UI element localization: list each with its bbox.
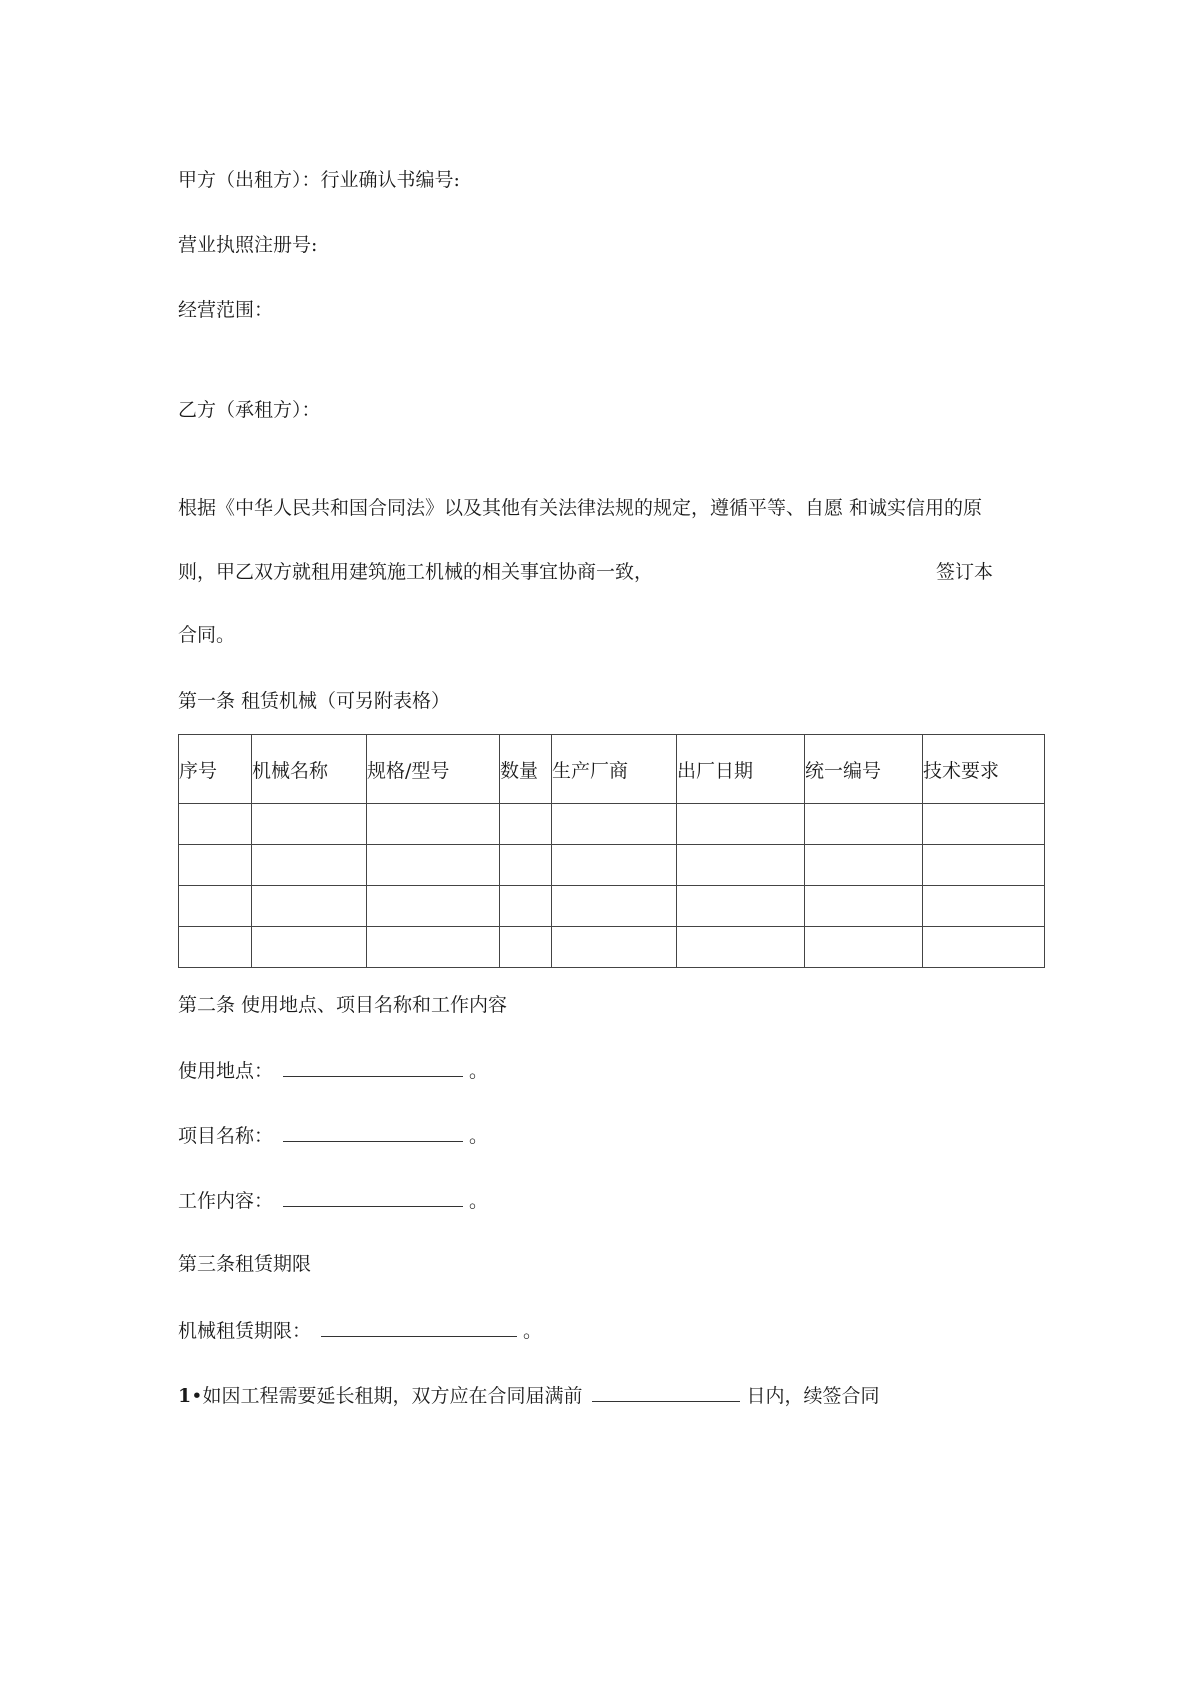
location-period: 。 [469, 1060, 489, 1082]
table-cell [805, 886, 923, 927]
column-header: 生产厂商 [552, 735, 677, 804]
column-header: 统一编号 [805, 735, 923, 804]
party-a-cert-label: 行业确认书编号: [320, 169, 460, 191]
table-row [179, 845, 1045, 886]
table-cell [367, 886, 500, 927]
table-cell [367, 845, 500, 886]
table-cell [252, 886, 367, 927]
license-line [178, 233, 317, 257]
table-cell [923, 927, 1045, 968]
article-1-title [178, 689, 450, 713]
term-label: 机械租赁期限： [178, 1320, 312, 1342]
table-cell [179, 845, 252, 886]
project-label: 项目名称： [178, 1125, 274, 1147]
table-cell [252, 845, 367, 886]
table-cell [923, 804, 1045, 845]
article-2-title-text: 第二条 使用地点、项目名称和工作内容 [178, 994, 508, 1016]
table-cell [179, 927, 252, 968]
column-header: 数量 [500, 735, 552, 804]
table-cell [367, 927, 500, 968]
project-line [178, 1123, 488, 1148]
table-cell [500, 927, 552, 968]
article-3-title [178, 1252, 311, 1276]
column-header: 规格/型号 [367, 735, 500, 804]
table-cell [805, 804, 923, 845]
preamble-text-3: 合同。 [178, 624, 236, 646]
column-header: 机械名称 [252, 735, 367, 804]
party-a-line [178, 168, 460, 192]
preamble-text-2: 则，甲乙双方就租用建筑施工机械的相关事宜协商一致， [178, 561, 654, 583]
table-cell [179, 886, 252, 927]
table-row [179, 927, 1045, 968]
location-label: 使用地点： [178, 1060, 274, 1082]
table-cell [677, 927, 805, 968]
item-1-tail: 日内，续签合同 [746, 1385, 880, 1407]
table-cell [252, 804, 367, 845]
table-cell [805, 845, 923, 886]
table-cell [179, 804, 252, 845]
party-b-label: 乙方（承租方）： [178, 399, 321, 421]
preamble-line-2 [178, 560, 653, 584]
table-cell [552, 845, 677, 886]
item-1-number: 1 [178, 1385, 192, 1407]
machine-table [178, 734, 1045, 968]
column-header: 技术要求 [923, 735, 1045, 804]
scope-line [178, 298, 273, 322]
table-cell [923, 886, 1045, 927]
table-cell [500, 886, 552, 927]
table-cell [677, 804, 805, 845]
work-line [178, 1188, 488, 1213]
article-2-title [178, 993, 507, 1017]
table-cell [677, 845, 805, 886]
preamble-line-1 [178, 496, 982, 520]
work-period: 。 [469, 1190, 489, 1212]
table-cell [367, 804, 500, 845]
table-cell [552, 886, 677, 927]
project-blank[interactable] [283, 1123, 463, 1142]
preamble-sign-text: 签订本 [936, 561, 994, 583]
term-period: 。 [523, 1320, 543, 1342]
table-cell [923, 845, 1045, 886]
preamble-text-1: 根据《中华人民共和国合同法》以及其他有关法律法规的规定，遵循平等、自愿 和诚实信用的原 [178, 497, 983, 519]
table-row [179, 886, 1045, 927]
column-header: 出厂日期 [677, 735, 805, 804]
table-cell [552, 927, 677, 968]
project-period: 。 [469, 1125, 489, 1147]
item-1-line [178, 1383, 879, 1408]
location-blank[interactable] [283, 1058, 463, 1077]
article-1-title-text: 第一条 租赁机械（可另附表格） [178, 690, 451, 712]
term-line [178, 1318, 542, 1343]
table-header-row [179, 735, 1045, 804]
table-cell [252, 927, 367, 968]
table-cell [805, 927, 923, 968]
table-cell [500, 845, 552, 886]
table-cell [500, 804, 552, 845]
license-label: 营业执照注册号: [178, 234, 318, 256]
preamble-line-3 [178, 623, 235, 647]
location-line [178, 1058, 488, 1083]
term-blank[interactable] [321, 1318, 517, 1337]
article-3-title-text: 第三条租赁期限 [178, 1253, 312, 1275]
table-cell [677, 886, 805, 927]
item-1-text: •如因工程需要延长租期，双方应在合同届满前 [191, 1385, 583, 1407]
work-blank[interactable] [283, 1188, 463, 1207]
scope-label: 经营范围： [178, 299, 274, 321]
item-1-blank[interactable] [592, 1383, 740, 1402]
party-b-line [178, 398, 321, 422]
work-label: 工作内容： [178, 1190, 274, 1212]
table-cell [552, 804, 677, 845]
column-header: 序号 [179, 735, 252, 804]
preamble-line-2-right [936, 560, 993, 584]
party-a-label: 甲方（出租方）： [178, 169, 321, 191]
table-row [179, 804, 1045, 845]
